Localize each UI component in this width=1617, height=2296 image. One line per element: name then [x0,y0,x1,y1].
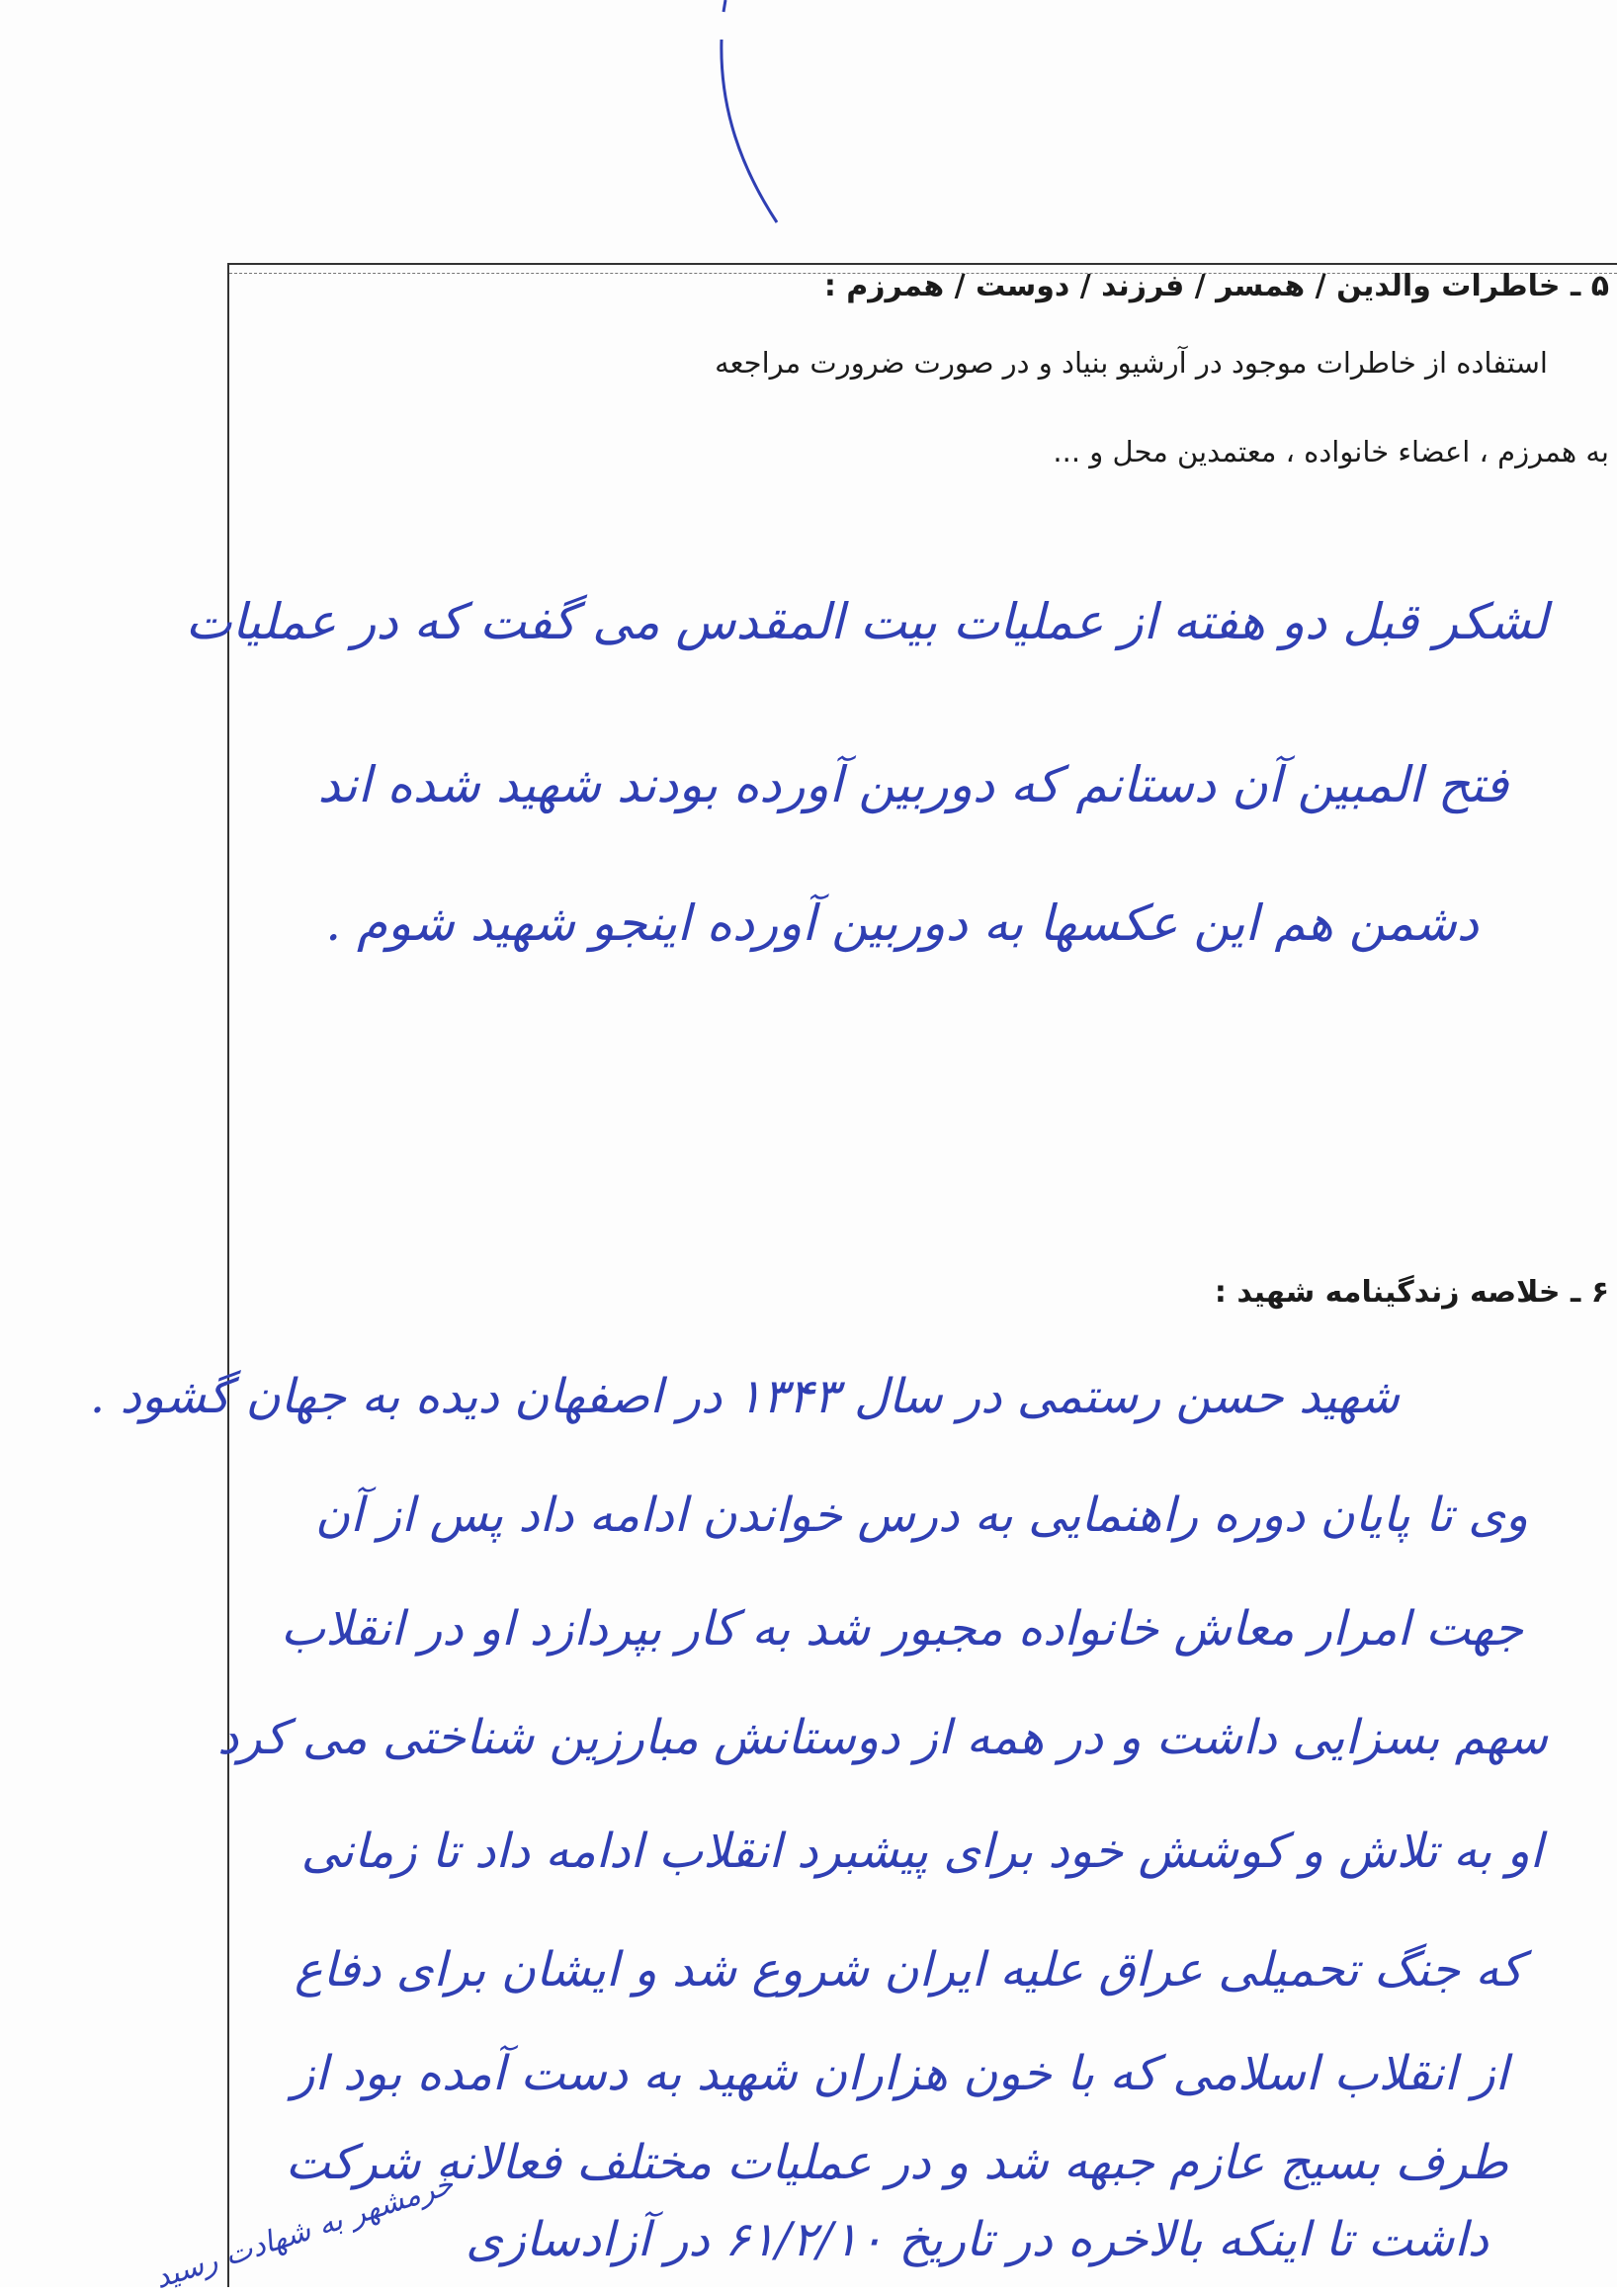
section6-heading: ۶ ـ خلاصه زندگینامه شهید : [1214,1275,1609,1310]
bio-handwritten-line-4: سهم بسزایی داشت و در همه از دوستانش مبارزین شناختی می کرد [216,1710,1548,1765]
bio-handwritten-line-6: که جنگ تحمیلی عراق علیه ایران شروع شد و ایشان برای دفاع [294,1942,1523,1998]
bio-handwritten-line-5: او به تلاش و کوشش خود برای پیشبرد انقلاب ادامه داد تا زمانی [300,1824,1543,1879]
memoir-handwritten-line-2: فتح المبین آن دستانم که دوربین آورده بودند شهید شده اند [317,756,1508,813]
bio-handwritten-line-1: شهید حسن رستمی در سال ۱۳۴۳ در اصفهان دیده به جهان گشود . [89,1369,1400,1424]
bio-handwritten-line-9: داشت تا اینکه بالاخره در تاریخ ۶۱/۲/۱۰ در آزادسازی [466,2212,1489,2267]
memoir-handwritten-line-3: دشمن هم این عکسها به دوربین آورده اینجو شهید شوم . [325,894,1479,952]
section5-instruction-line-2: به همرزم ، اعضاء خانواده ، معتمدین محل و ... [1053,435,1609,468]
form-frame-top-border [229,263,1617,265]
section5-instruction-line-1: استفاده از خاطرات موجود در آرشیو بنیاد و در صورت ضرورت مراجعه [715,346,1548,380]
pen-stroke-mark [682,0,801,237]
bio-handwritten-line-2: وی تا پایان دوره راهنمایی به درس خواندن ادامه داد پس از آن [314,1488,1528,1543]
bio-handwritten-line-8: طرف بسیج عازم جبهه شد و در عملیات مختلف فعالانه شرکت [285,2135,1508,2190]
bio-handwritten-line-3: جهت امرار معاش خانواده مجبور شد به کار بپردازد او در انقلاب [281,1601,1523,1657]
memoir-handwritten-line-1: لشکر قبل دو هفته از عملیات بیت المقدس می گفت که در عملیات [185,593,1548,650]
bio-handwritten-line-7: از انقلاب اسلامی که با خون هزاران شهید به دست آمده بود از [292,2046,1508,2101]
bio-margin-continuation-note: خرمشهر به شهادت رسید [150,2167,459,2296]
section5-heading: ۵ ـ خاطرات والدین / همسر / فرزند / دوست / همرزم : [823,269,1609,303]
form-frame-left-border [227,263,229,2287]
